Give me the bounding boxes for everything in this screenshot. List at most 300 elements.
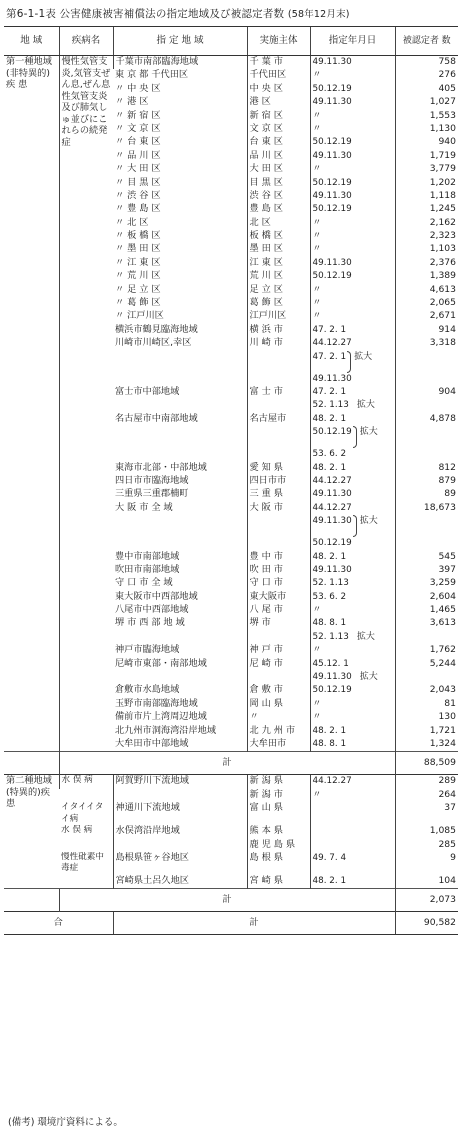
body-cell: 中 央 区 bbox=[247, 83, 310, 96]
area-cell bbox=[113, 351, 247, 373]
body-cell: 大 田 区 bbox=[247, 163, 310, 176]
date-cell bbox=[310, 698, 395, 711]
count-cell: 3,779 bbox=[395, 163, 458, 176]
date-cell bbox=[310, 515, 395, 537]
date-cell: 49. 7. 4 bbox=[310, 852, 395, 875]
header-count: 被認定者 数 bbox=[395, 27, 458, 56]
subtotal-row bbox=[4, 752, 458, 775]
area-cell: 千葉市南部臨海地域 bbox=[113, 56, 247, 70]
area-cell: 島根県笹ヶ谷地区 bbox=[113, 852, 247, 875]
date-value: 47. 2. 1 bbox=[312, 386, 347, 397]
count-cell: 1,389 bbox=[395, 270, 458, 283]
body-cell: 墨 田 区 bbox=[247, 243, 310, 256]
area-cell: 三重県三重郡楠町 bbox=[115, 488, 189, 500]
count-cell: 285 bbox=[395, 839, 458, 852]
date-value: 49.11.30 bbox=[312, 516, 352, 527]
table-row bbox=[4, 775, 458, 789]
brace-mark bbox=[347, 351, 351, 373]
count-cell: 758 bbox=[395, 56, 458, 70]
body-cell bbox=[247, 631, 310, 644]
area-cell: 〃 品 川 区 bbox=[115, 149, 161, 161]
area-cell bbox=[113, 839, 247, 852]
disease-cell: 水 俣 病 bbox=[61, 825, 93, 836]
header-date: 指定年月日 bbox=[310, 27, 395, 56]
body-cell: 堺 市 bbox=[247, 617, 310, 630]
body-cell: 目 黒 区 bbox=[247, 177, 310, 190]
area-cell: 守 口 市 全 域 bbox=[115, 577, 173, 589]
header-area: 指 定 地 域 bbox=[113, 27, 247, 56]
body-cell: 岡 山 県 bbox=[247, 698, 310, 711]
date-cell bbox=[310, 310, 395, 323]
body-cell: 新 潟 県 bbox=[247, 775, 310, 789]
count-cell: 130 bbox=[395, 711, 458, 724]
area-cell: 〃 台 東 区 bbox=[115, 136, 161, 148]
date-cell bbox=[310, 177, 395, 190]
body-cell: 台 東 区 bbox=[247, 136, 310, 149]
date-value: 48. 2. 1 bbox=[312, 725, 347, 736]
area-cell bbox=[113, 373, 247, 386]
body-cell: 文 京 区 bbox=[247, 123, 310, 136]
count-cell: 3,613 bbox=[395, 617, 458, 630]
date-cell: 〃 bbox=[310, 789, 395, 802]
body-cell: 三 重 県 bbox=[247, 488, 310, 501]
area-cell: 北九州市洞海湾沿岸地域 bbox=[115, 724, 217, 736]
count-cell bbox=[395, 426, 458, 448]
subtotal-count: 2,073 bbox=[395, 889, 458, 912]
count-cell bbox=[395, 399, 458, 412]
date-value: 50.12.19 bbox=[312, 177, 352, 188]
date-value: 50.12.19 bbox=[312, 685, 352, 696]
date-value: 50.12.19 bbox=[312, 83, 352, 94]
area-cell: 〃 文 京 区 bbox=[115, 122, 161, 134]
date-value: 〃 bbox=[312, 698, 322, 709]
date-cell: 48. 2. 1 bbox=[310, 875, 395, 889]
disease-cell bbox=[59, 839, 113, 852]
disease-cell: 慢性気管支炎,気管支ぜん息,ぜん息性気管支炎及び肺気しゅ並びにこれらの続発症 bbox=[59, 56, 113, 752]
body-cell: 板 橋 区 bbox=[247, 230, 310, 243]
count-cell: 1,202 bbox=[395, 177, 458, 190]
date-value: 〃 bbox=[312, 164, 322, 175]
date-cell bbox=[310, 462, 395, 475]
count-cell: 104 bbox=[395, 875, 458, 889]
count-cell: 2,604 bbox=[395, 591, 458, 604]
body-cell: 神 戸 市 bbox=[247, 644, 310, 657]
date-value: 〃 bbox=[312, 645, 322, 656]
date-value: 49.11.30 bbox=[312, 57, 352, 67]
count-cell bbox=[395, 671, 458, 684]
date-value: 53. 6. 2 bbox=[312, 449, 347, 460]
date-cell bbox=[310, 448, 395, 461]
date-value: 49.11.30 bbox=[312, 190, 352, 201]
area-cell: 〃 新 宿 区 bbox=[115, 109, 161, 121]
date-value: 〃 bbox=[312, 217, 322, 228]
date-cell bbox=[310, 386, 395, 399]
area-cell: 横浜市鶴見臨海地域 bbox=[115, 323, 198, 335]
expansion-label: 拡大 bbox=[354, 351, 373, 362]
date-cell bbox=[310, 658, 395, 671]
count-cell: 81 bbox=[395, 698, 458, 711]
area-cell: 玉野市南部臨海地域 bbox=[115, 697, 198, 709]
body-cell: 千 葉 市 bbox=[247, 56, 310, 70]
date-value: 〃 bbox=[312, 712, 322, 723]
count-cell: 2,671 bbox=[395, 310, 458, 323]
date-cell bbox=[310, 337, 395, 350]
body-cell bbox=[247, 399, 310, 412]
date-cell bbox=[310, 644, 395, 657]
body-cell: 尼 崎 市 bbox=[247, 658, 310, 671]
body-cell: 豊 島 区 bbox=[247, 203, 310, 216]
area-cell bbox=[113, 399, 247, 412]
date-value: 〃 bbox=[312, 231, 322, 242]
body-cell bbox=[247, 373, 310, 386]
date-cell bbox=[310, 270, 395, 283]
count-cell: 545 bbox=[395, 551, 458, 564]
region-cell: 第一種地域(非特異的)疾 患 bbox=[4, 56, 59, 752]
body-cell: 新 潟 市 bbox=[247, 789, 310, 802]
date-value: 〃 bbox=[312, 284, 322, 295]
expansion-label: 拡大 bbox=[356, 631, 375, 642]
table-row bbox=[4, 839, 458, 852]
body-cell: 川 崎 市 bbox=[247, 337, 310, 350]
count-cell: 1,103 bbox=[395, 243, 458, 256]
table-row bbox=[4, 802, 458, 825]
table-row bbox=[4, 789, 458, 802]
body-cell: 大 阪 市 bbox=[247, 502, 310, 515]
date-value: 47. 2. 1 bbox=[312, 324, 347, 335]
date-value: 〃 bbox=[312, 605, 322, 616]
date-cell bbox=[310, 351, 395, 373]
date-value: 45.12. 1 bbox=[312, 658, 349, 669]
body-cell bbox=[247, 537, 310, 550]
grand-total-row bbox=[4, 912, 458, 935]
date-value: 50.12.19 bbox=[312, 137, 352, 148]
area-cell: 〃 豊 島 区 bbox=[115, 203, 161, 215]
count-cell: 276 bbox=[395, 69, 458, 82]
area-cell: 八尾市中西部地域 bbox=[115, 604, 189, 616]
body-cell: 宮 崎 県 bbox=[247, 875, 310, 889]
date-cell bbox=[310, 284, 395, 297]
area-cell bbox=[113, 515, 247, 537]
date-cell bbox=[310, 537, 395, 550]
body-cell bbox=[247, 426, 310, 448]
area-cell bbox=[113, 789, 247, 802]
date-cell bbox=[310, 230, 395, 243]
date-cell bbox=[310, 591, 395, 604]
area-cell: 四日市市臨海地域 bbox=[115, 474, 189, 486]
count-cell: 914 bbox=[395, 324, 458, 337]
area-cell: 〃 大 田 区 bbox=[115, 163, 161, 175]
area-cell: 倉敷市水島地域 bbox=[115, 684, 180, 696]
count-cell: 1,721 bbox=[395, 725, 458, 738]
date-value: 48. 2. 1 bbox=[312, 413, 347, 424]
date-cell bbox=[310, 123, 395, 136]
header-body: 実施主体 bbox=[247, 27, 310, 56]
body-cell: 熊 本 県 bbox=[247, 825, 310, 838]
date-cell bbox=[310, 373, 395, 386]
note: (備考) 環境庁資料による。 bbox=[8, 1117, 123, 1128]
body-cell: 大牟田市 bbox=[247, 738, 310, 752]
date-cell bbox=[310, 617, 395, 630]
area-cell: 〃 北 区 bbox=[115, 216, 149, 228]
count-cell: 405 bbox=[395, 83, 458, 96]
area-cell: 神通川下流地域 bbox=[113, 802, 247, 825]
table-row bbox=[4, 825, 458, 838]
count-cell bbox=[395, 631, 458, 644]
date-cell bbox=[310, 83, 395, 96]
count-cell: 289 bbox=[395, 775, 458, 789]
date-cell bbox=[310, 96, 395, 109]
count-cell: 37 bbox=[395, 802, 458, 825]
area-cell: 阿賀野川下流地域 bbox=[113, 775, 247, 789]
body-cell bbox=[247, 351, 310, 373]
date-value: 53. 6. 2 bbox=[312, 591, 347, 602]
date-value: 52. 1.13 bbox=[312, 578, 349, 589]
date-value: 49.11.30 bbox=[312, 150, 352, 161]
body-cell bbox=[247, 448, 310, 461]
area-cell: 〃 板 橋 区 bbox=[115, 230, 161, 242]
body-cell: 江 東 区 bbox=[247, 257, 310, 270]
body-cell: 品 川 区 bbox=[247, 150, 310, 163]
date-cell bbox=[310, 502, 395, 515]
date-cell bbox=[310, 69, 395, 82]
header-region: 地 域 bbox=[4, 27, 59, 56]
date-value: 48. 8. 1 bbox=[312, 738, 347, 749]
table-row bbox=[4, 56, 458, 70]
body-cell: 江戸川区 bbox=[247, 310, 310, 323]
count-cell: 1,085 bbox=[395, 825, 458, 838]
area-cell bbox=[113, 671, 247, 684]
count-cell: 1,719 bbox=[395, 150, 458, 163]
area-cell bbox=[113, 426, 247, 448]
date-cell bbox=[310, 243, 395, 256]
brace-mark bbox=[353, 515, 357, 537]
body-cell: 富 士 市 bbox=[247, 386, 310, 399]
disease-cell: イタイイタイ病 bbox=[61, 802, 104, 824]
date-cell bbox=[310, 150, 395, 163]
body-cell: 荒 川 区 bbox=[247, 270, 310, 283]
date-value: 48. 2. 1 bbox=[312, 462, 347, 473]
count-cell: 1,465 bbox=[395, 604, 458, 617]
area-cell: 名古屋市中南部地域 bbox=[115, 412, 198, 424]
area-cell: 〃 目 黒 区 bbox=[115, 176, 161, 188]
grand-label-2: 計 bbox=[113, 912, 395, 935]
body-cell: 八 尾 市 bbox=[247, 604, 310, 617]
body-cell: 渋 谷 区 bbox=[247, 190, 310, 203]
date-cell bbox=[310, 426, 395, 448]
date-cell bbox=[310, 725, 395, 738]
count-cell bbox=[395, 448, 458, 461]
area-cell: 尼崎市東部・南部地域 bbox=[115, 657, 207, 669]
date-cell bbox=[310, 297, 395, 310]
date-value: 49.11.30 bbox=[312, 564, 352, 575]
date-cell bbox=[310, 684, 395, 697]
date-cell bbox=[310, 577, 395, 590]
body-cell: 富 山 県 bbox=[247, 802, 310, 825]
count-cell: 904 bbox=[395, 386, 458, 399]
area-cell: 堺 市 西 部 地 域 bbox=[115, 617, 185, 629]
date-value: 〃 bbox=[312, 110, 322, 121]
count-cell: 3,318 bbox=[395, 337, 458, 350]
area-cell: 豊中市南部地域 bbox=[115, 550, 180, 562]
date-value: 44.12.27 bbox=[312, 502, 352, 513]
date-cell bbox=[310, 190, 395, 203]
grand-label-1: 合 bbox=[4, 912, 113, 935]
subtotal-label: 計 bbox=[59, 752, 395, 775]
disease-cell bbox=[59, 789, 113, 802]
expansion-label: 拡大 bbox=[359, 672, 378, 683]
area-cell: 〃 墨 田 区 bbox=[115, 243, 161, 255]
brace-mark bbox=[353, 426, 357, 448]
date-value: 49.11.30 bbox=[312, 97, 352, 108]
area-cell: 東海市北部・中部地域 bbox=[115, 461, 207, 473]
date-cell bbox=[310, 203, 395, 216]
date-cell bbox=[310, 488, 395, 501]
date-value: 44.12.27 bbox=[312, 475, 352, 486]
subtotal-count: 88,509 bbox=[395, 752, 458, 775]
title-text: 第6-1-1表 公害健康被害補償法の指定地域及び被認定者数 bbox=[6, 8, 285, 20]
body-cell: 守 口 市 bbox=[247, 577, 310, 590]
body-cell: 千代田区 bbox=[247, 69, 310, 82]
area-cell: 吹田市南部地域 bbox=[115, 563, 180, 575]
area-cell: 東大阪市中西部地域 bbox=[115, 590, 198, 602]
subtotal-row bbox=[4, 889, 458, 912]
count-cell: 18,673 bbox=[395, 502, 458, 515]
area-cell: 東 京 都 千代田区 bbox=[115, 69, 189, 81]
body-cell: 鹿 児 島 県 bbox=[247, 839, 310, 852]
table-row bbox=[4, 852, 458, 875]
date-value: 50.12.19 bbox=[312, 427, 352, 438]
body-cell: 島 根 県 bbox=[247, 852, 310, 875]
count-cell: 1,027 bbox=[395, 96, 458, 109]
date-cell bbox=[310, 136, 395, 149]
date-cell bbox=[310, 257, 395, 270]
date-cell bbox=[310, 671, 395, 684]
date-cell bbox=[310, 110, 395, 123]
area-cell: 大 阪 市 全 域 bbox=[115, 501, 173, 513]
body-cell: 港 区 bbox=[247, 96, 310, 109]
count-cell: 2,043 bbox=[395, 684, 458, 697]
date-value: 44.12.27 bbox=[312, 338, 352, 349]
count-cell: 2,162 bbox=[395, 217, 458, 230]
area-cell bbox=[113, 537, 247, 550]
date-value: 〃 bbox=[312, 244, 322, 255]
date-cell bbox=[310, 604, 395, 617]
date-value: 49.11.30 bbox=[312, 257, 352, 268]
date-cell bbox=[310, 413, 395, 426]
date-value: 49.11.30 bbox=[312, 489, 352, 500]
count-cell: 264 bbox=[395, 789, 458, 802]
count-cell bbox=[395, 351, 458, 373]
body-cell: 新 宿 区 bbox=[247, 110, 310, 123]
date-value: 〃 bbox=[312, 311, 322, 322]
count-cell bbox=[395, 515, 458, 537]
date-cell bbox=[310, 475, 395, 488]
body-cell: 東大阪市 bbox=[247, 591, 310, 604]
expansion-label: 拡大 bbox=[359, 427, 378, 438]
area-cell: 〃 港 区 bbox=[115, 96, 149, 108]
title-suffix: (58年12月末) bbox=[287, 9, 350, 20]
count-cell: 2,323 bbox=[395, 230, 458, 243]
count-cell: 1,553 bbox=[395, 110, 458, 123]
region-cell: 第二種地域(特異的)疾 患 bbox=[4, 775, 59, 889]
date-value: 48. 2. 1 bbox=[312, 551, 347, 562]
body-cell: 豊 中 市 bbox=[247, 551, 310, 564]
date-cell bbox=[310, 56, 395, 70]
date-cell bbox=[310, 839, 395, 852]
body-cell: 愛 知 県 bbox=[247, 462, 310, 475]
date-value: 50.12.19 bbox=[312, 538, 352, 549]
count-cell: 3,259 bbox=[395, 577, 458, 590]
header-row bbox=[4, 27, 458, 56]
disease-cell bbox=[59, 875, 113, 889]
blank-cell bbox=[4, 752, 59, 775]
count-cell: 1,245 bbox=[395, 203, 458, 216]
subtotal-label: 計 bbox=[59, 889, 395, 912]
body-cell: 名古屋市 bbox=[247, 413, 310, 426]
body-cell: 足 立 区 bbox=[247, 284, 310, 297]
count-cell: 89 bbox=[395, 488, 458, 501]
date-value: 〃 bbox=[312, 298, 322, 309]
count-cell: 879 bbox=[395, 475, 458, 488]
date-value: 52. 1.13 bbox=[312, 400, 349, 411]
date-cell bbox=[310, 631, 395, 644]
area-cell: 〃 江戸川区 bbox=[115, 310, 164, 322]
date-cell bbox=[310, 711, 395, 724]
count-cell: 2,376 bbox=[395, 257, 458, 270]
area-cell bbox=[113, 631, 247, 644]
date-value: 48. 8. 1 bbox=[312, 618, 347, 629]
date-value: 49.11.30 bbox=[312, 373, 352, 384]
disease-cell: 慢性砒素中毒症 bbox=[61, 851, 104, 874]
count-cell: 940 bbox=[395, 136, 458, 149]
count-cell bbox=[395, 373, 458, 386]
date-cell bbox=[310, 324, 395, 337]
count-cell: 812 bbox=[395, 462, 458, 475]
body-cell: 北 区 bbox=[247, 217, 310, 230]
body-cell: 四日市市 bbox=[247, 475, 310, 488]
area-cell: 〃 中 央 区 bbox=[115, 82, 161, 94]
area-cell: 富士市中部地域 bbox=[115, 385, 180, 397]
date-cell bbox=[310, 551, 395, 564]
count-cell: 5,244 bbox=[395, 658, 458, 671]
area-cell: 川崎市川崎区,幸区 bbox=[115, 337, 192, 349]
body-cell: 吹 田 市 bbox=[247, 564, 310, 577]
count-cell: 1,118 bbox=[395, 190, 458, 203]
disease-cell: 水 俣 病 bbox=[59, 775, 113, 789]
date-cell bbox=[310, 217, 395, 230]
area-cell: 備前市片上湾周辺地域 bbox=[115, 711, 207, 723]
count-cell: 2,065 bbox=[395, 297, 458, 310]
count-cell: 1,324 bbox=[395, 738, 458, 752]
count-cell: 1,762 bbox=[395, 644, 458, 657]
count-cell: 1,130 bbox=[395, 123, 458, 136]
area-cell bbox=[113, 448, 247, 461]
date-value: 50.12.19 bbox=[312, 271, 352, 282]
date-cell: 44.12.27 bbox=[310, 775, 395, 789]
count-cell: 4,878 bbox=[395, 413, 458, 426]
area-cell: 神戸市臨海地域 bbox=[115, 644, 180, 656]
count-cell: 9 bbox=[395, 852, 458, 875]
date-value: 〃 bbox=[312, 123, 322, 134]
date-cell bbox=[310, 399, 395, 412]
body-cell: 〃 bbox=[247, 711, 310, 724]
designated-areas-table bbox=[4, 26, 458, 935]
area-cell: 大牟田市中部地域 bbox=[115, 737, 189, 749]
date-value: 50.12.19 bbox=[312, 204, 352, 215]
body-cell: 倉 敷 市 bbox=[247, 684, 310, 697]
date-value: 52. 1.13 bbox=[312, 631, 349, 642]
date-value: 〃 bbox=[312, 70, 322, 81]
